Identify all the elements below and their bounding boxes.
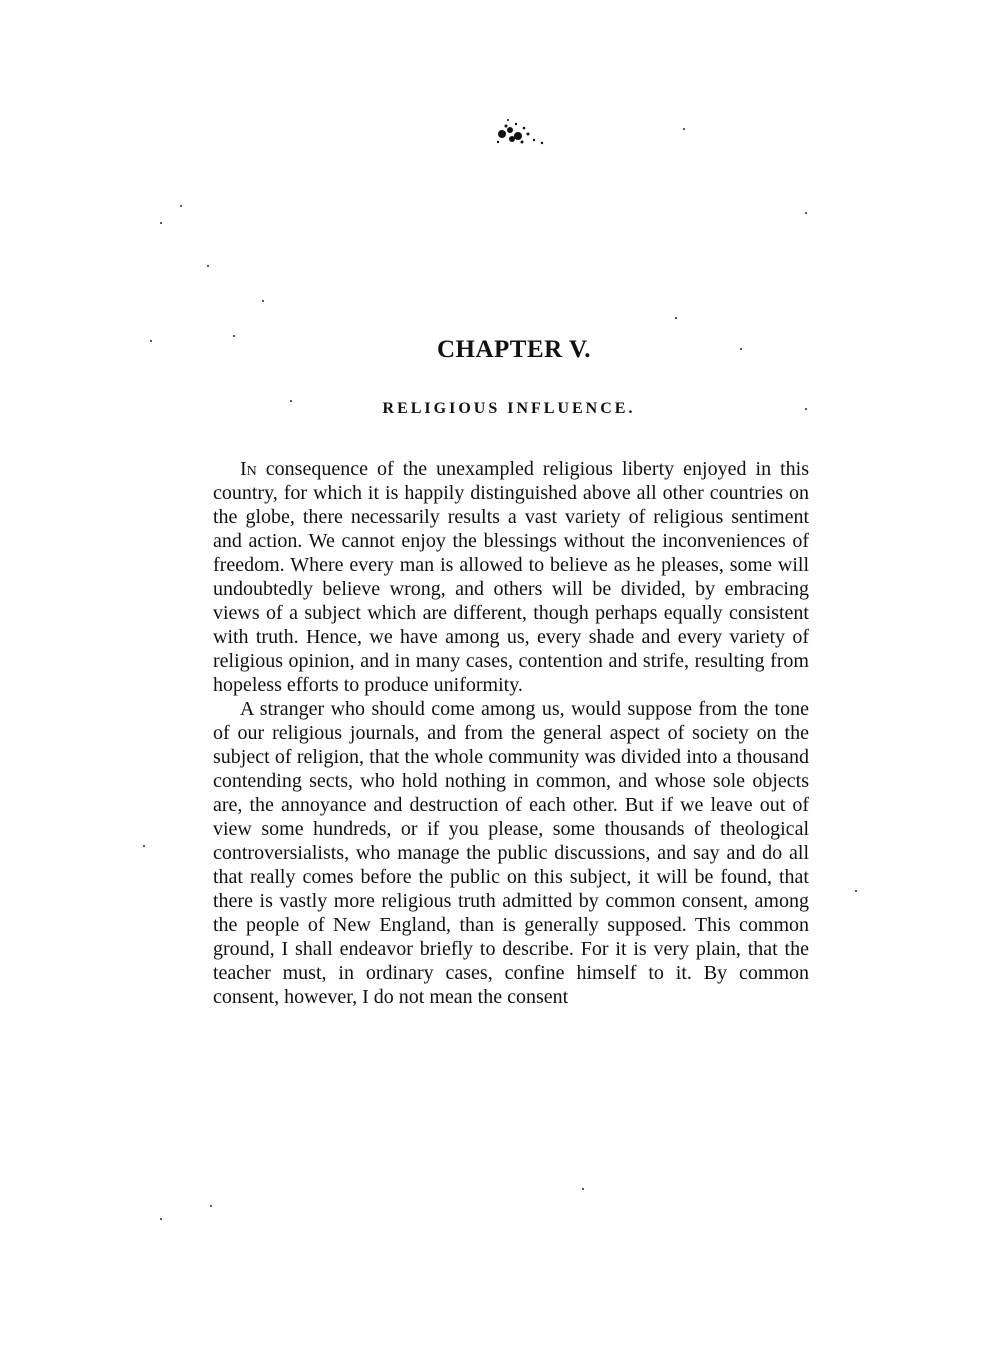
page-speck <box>210 1205 212 1207</box>
paragraph-text: consequence of the unexampled religious liberty enjoyed in this country, for which it is happily distinguished above all other countries on the globe, there necessarily results a vast variety of religious sentiment and action. We cannot enjoy the blessings without the inconveniences of freedom. Where every man is allowed to believe as he pleases, some will undoubtedly believe wrong, and others will be divided, by embracing views of a subject which are different, though perhaps equally consistent with truth. Hence, we have among us, every shade and every variety of religious opinion, and in many cases, contention and strife, resulting from hopeless efforts to produce uniformity. <box>213 458 809 696</box>
chapter-title: CHAPTER V. <box>436 336 592 363</box>
page-speck <box>675 317 677 319</box>
page-speck <box>855 890 857 892</box>
page-speck <box>180 205 182 207</box>
page-speck <box>262 300 264 302</box>
body-text <box>213 457 809 1009</box>
paragraph-text: A stranger who should come among us, would suppose from the tone of our religious journals, and from the general aspect of society on the subject of religion, that the whole community was divided into a thousand contending sects, who hold nothing in common, and whose sole objects are, the annoyance and destruction of each other. But if we leave out of view some hundreds, or if you please, some thousands of theological controversialists, who manage the public discussions, and say and do all that really comes before the public on this subject, it will be found, that there is vastly more religious truth admitted by common consent, among the people of New England, than is generally supposed. This common ground, I shall endeavor briefly to describe. For it is very plain, that the teacher must, in ordinary cases, confine himself to it. By common consent, however, I do not mean the consent <box>213 698 809 1008</box>
page-speck <box>582 1188 584 1190</box>
ornament-icon <box>488 112 558 152</box>
page-speck <box>207 265 209 267</box>
page-speck <box>160 1218 162 1220</box>
paragraph <box>213 697 809 1009</box>
chapter-subtitle: RELIGIOUS INFLUENCE. <box>382 400 636 417</box>
paragraph <box>213 457 809 697</box>
page-speck <box>805 212 807 214</box>
page-speck <box>683 128 685 130</box>
page-speck <box>160 222 162 224</box>
paragraph-lead: In <box>240 458 257 480</box>
page-speck <box>143 845 145 847</box>
